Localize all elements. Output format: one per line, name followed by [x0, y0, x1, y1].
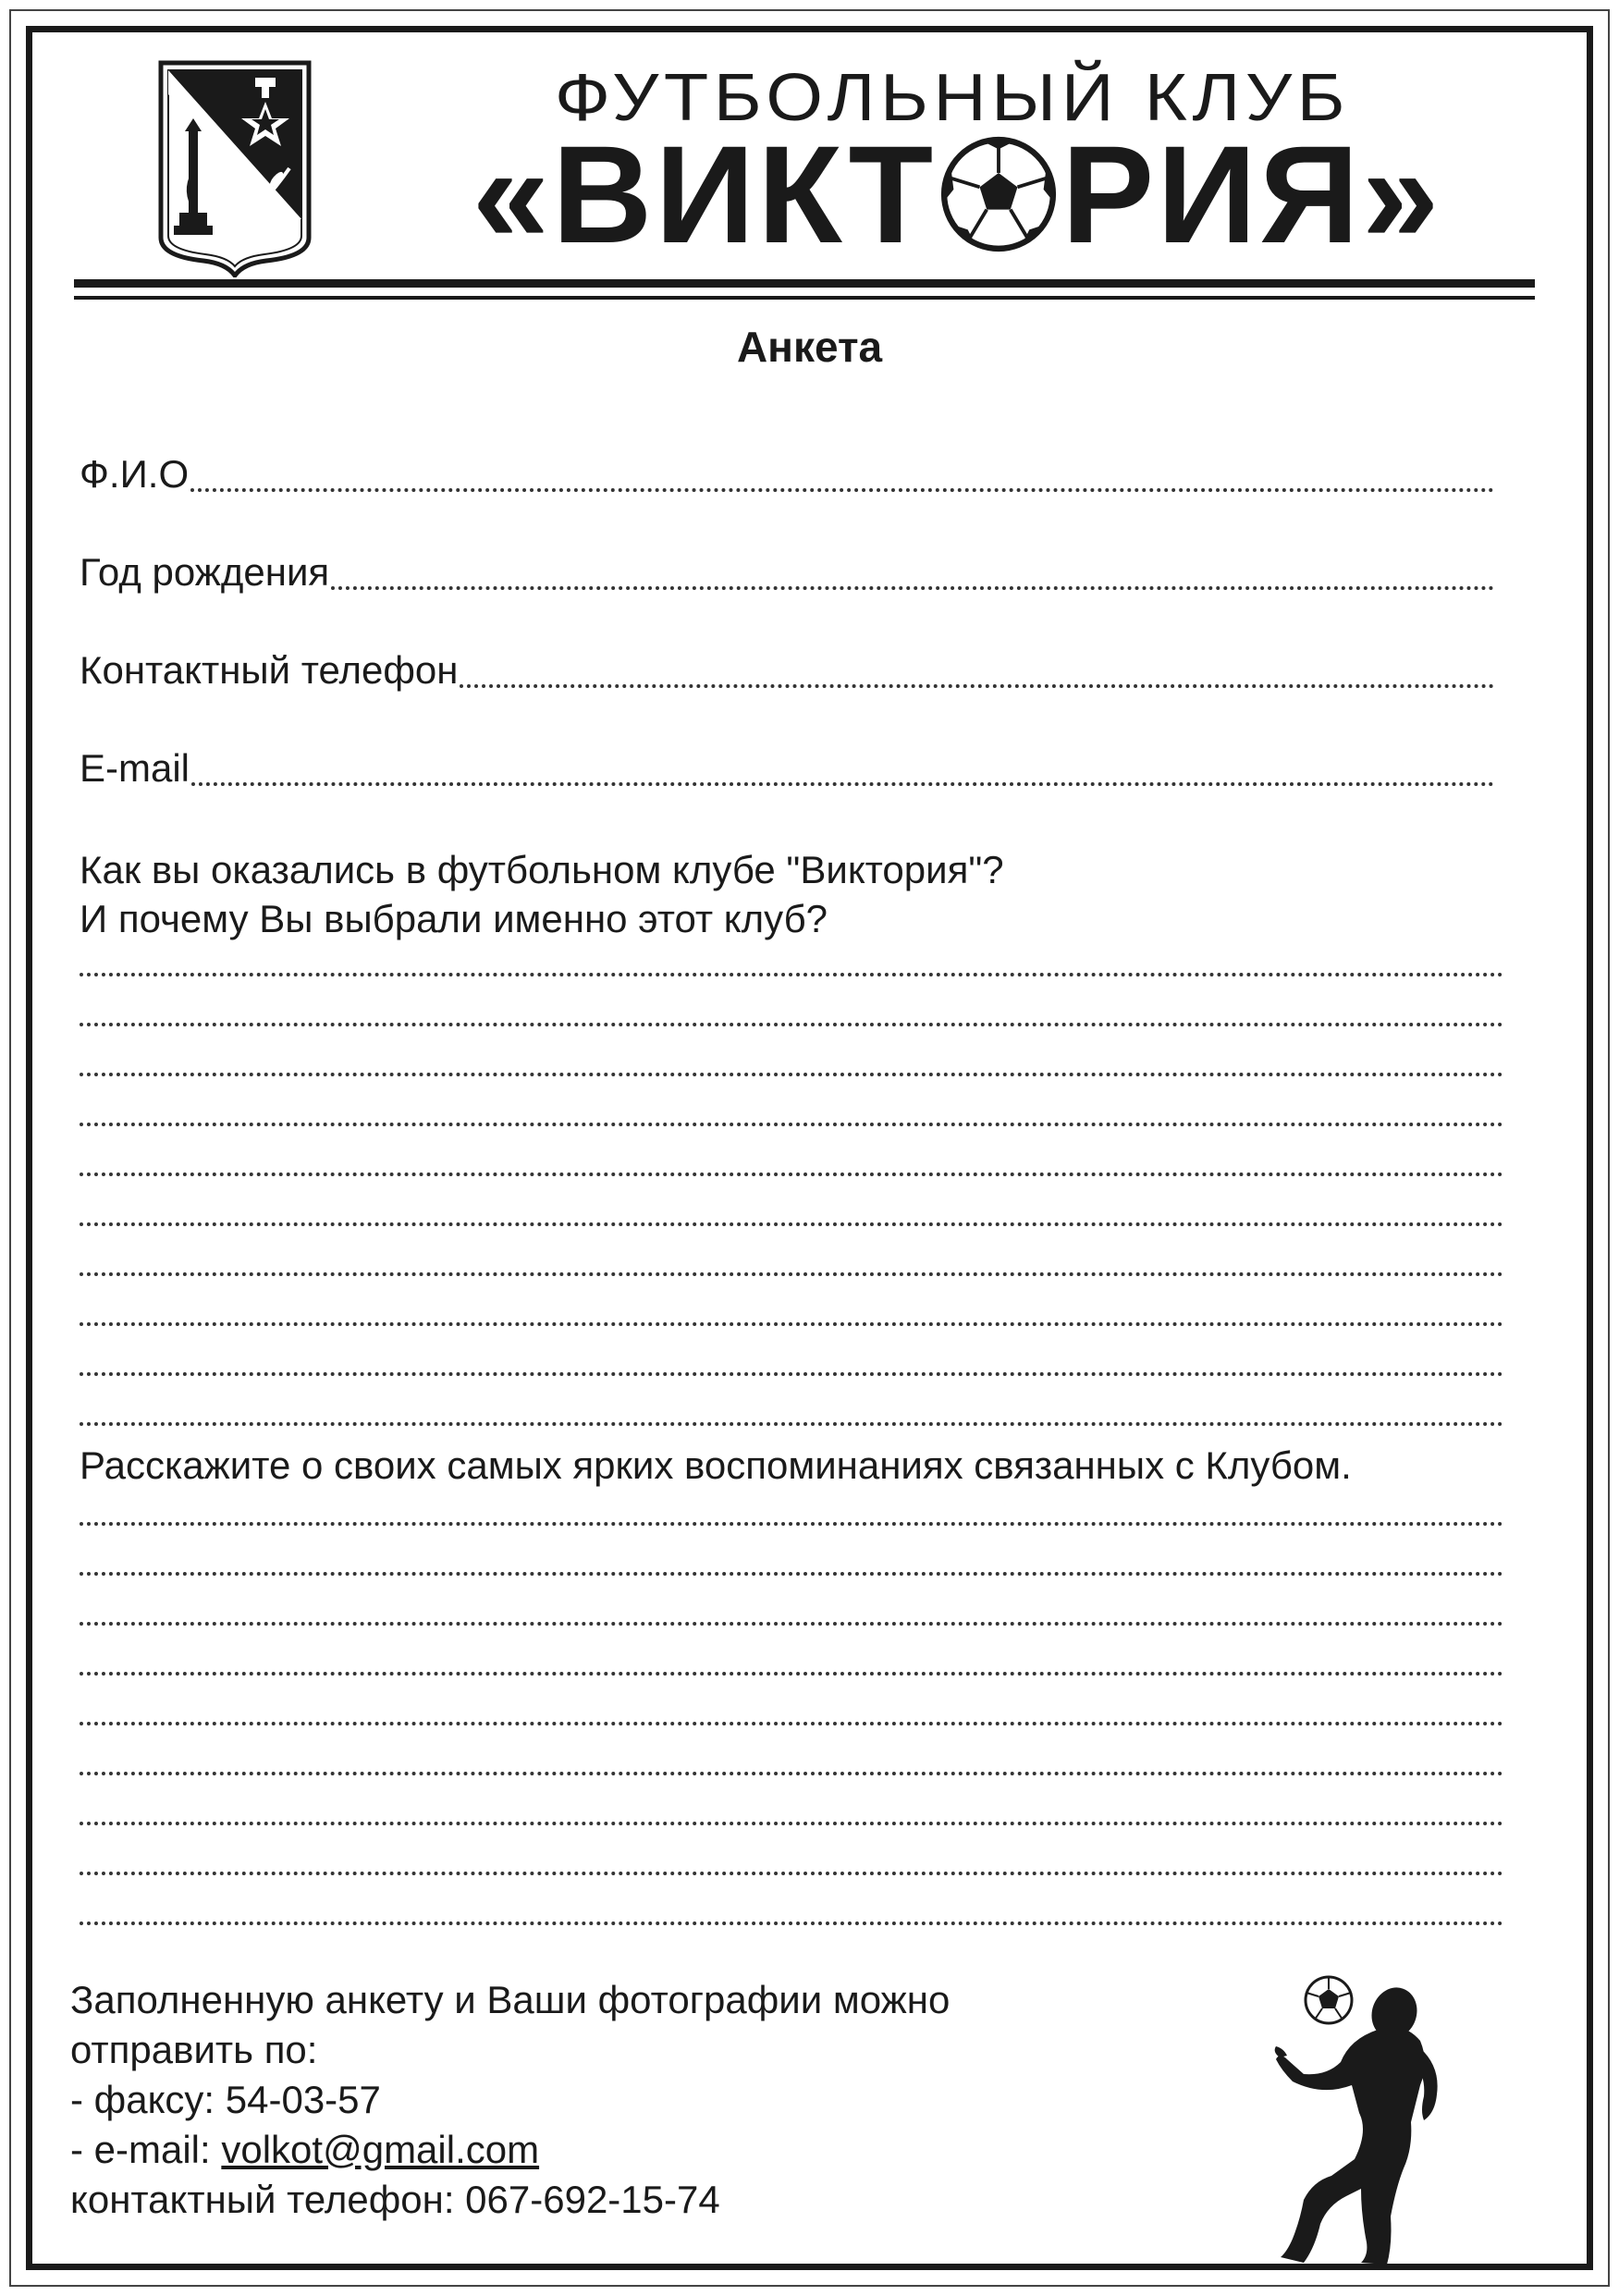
- submission-text-line-2: отправить по:: [70, 2028, 318, 2071]
- answer-line: [80, 1922, 1503, 1925]
- phone-number: 067-692-15-74: [465, 2178, 720, 2221]
- field-label: Ф.И.О: [80, 452, 190, 496]
- field-dotted-line: [460, 684, 1494, 688]
- field-dotted-line: [331, 586, 1494, 590]
- answer-line: [80, 1572, 1503, 1576]
- answer-line: [80, 1872, 1503, 1875]
- phone-prefix: контактный телефон:: [70, 2178, 466, 2221]
- answer-line: [80, 1772, 1503, 1775]
- field-full-name[interactable]: [80, 444, 1494, 499]
- soccer-ball-icon: [939, 135, 1058, 253]
- field-dotted-line: [191, 782, 1494, 786]
- club-subtitle: ФУТБОЛЬНЫЙ КЛУБ: [554, 61, 1351, 135]
- form-title: Анкета: [736, 323, 883, 371]
- answer-line: [80, 1622, 1503, 1626]
- club-name-close-quote: »: [1361, 117, 1442, 272]
- field-label: E-mail: [80, 746, 190, 790]
- answer-line: [80, 1272, 1503, 1276]
- fax-prefix: - факсу:: [70, 2078, 226, 2121]
- club-name-part-2: РИЯ: [1061, 117, 1362, 272]
- submission-text-line-1: Заполненную анкету и Ваши фотографии можно: [70, 1978, 951, 2021]
- answer-line: [80, 1222, 1503, 1226]
- answer-line: [80, 1123, 1503, 1126]
- email-link[interactable]: volkot@gmail.com: [221, 2128, 540, 2171]
- question-line: Расскажите о своих самых ярких воспоминаниях связанных с Клубом.: [80, 1443, 1352, 1487]
- fax-line: [70, 2075, 1180, 2125]
- question-how-joined: [80, 845, 1540, 943]
- answer-line: [80, 1023, 1503, 1026]
- soccer-player-silhouette-icon: [1239, 1974, 1498, 2270]
- answer-line: [80, 1422, 1503, 1426]
- field-birth-year[interactable]: [80, 542, 1494, 597]
- submission-info: [70, 1975, 1180, 2225]
- city-coat-of-arms-icon: [155, 57, 314, 277]
- field-contact-phone[interactable]: [80, 640, 1494, 695]
- answer-line: [80, 1372, 1503, 1376]
- question-line: Как вы оказались в футбольном клубе "Виктория"?: [80, 848, 1004, 891]
- answer-line: [80, 1073, 1503, 1076]
- answer-line: [80, 973, 1503, 976]
- email-prefix: - e-mail:: [70, 2128, 222, 2171]
- answer-line: [80, 1672, 1503, 1676]
- header-divider-thick: [74, 279, 1535, 288]
- question-line: И почему Вы выбрали именно этот клуб?: [80, 897, 828, 940]
- answer-line: [80, 1522, 1503, 1526]
- phone-line: [70, 2175, 1180, 2225]
- field-email[interactable]: [80, 738, 1494, 793]
- header-divider-thin: [74, 296, 1535, 300]
- club-name-open-quote: «: [472, 117, 553, 272]
- question-memories: [80, 1441, 1540, 1490]
- email-line: [70, 2125, 1180, 2175]
- answer-line: [80, 1822, 1503, 1825]
- club-name: [398, 117, 1516, 272]
- club-name-part-1: ВИКТ: [552, 117, 937, 272]
- answer-line: [80, 1173, 1503, 1176]
- field-label: Год рождения: [80, 550, 330, 594]
- field-label: Контактный телефон: [80, 648, 459, 692]
- fax-number: 54-03-57: [225, 2078, 381, 2121]
- answer-line: [80, 1722, 1503, 1725]
- field-dotted-line: [190, 488, 1494, 492]
- answer-line: [80, 1322, 1503, 1326]
